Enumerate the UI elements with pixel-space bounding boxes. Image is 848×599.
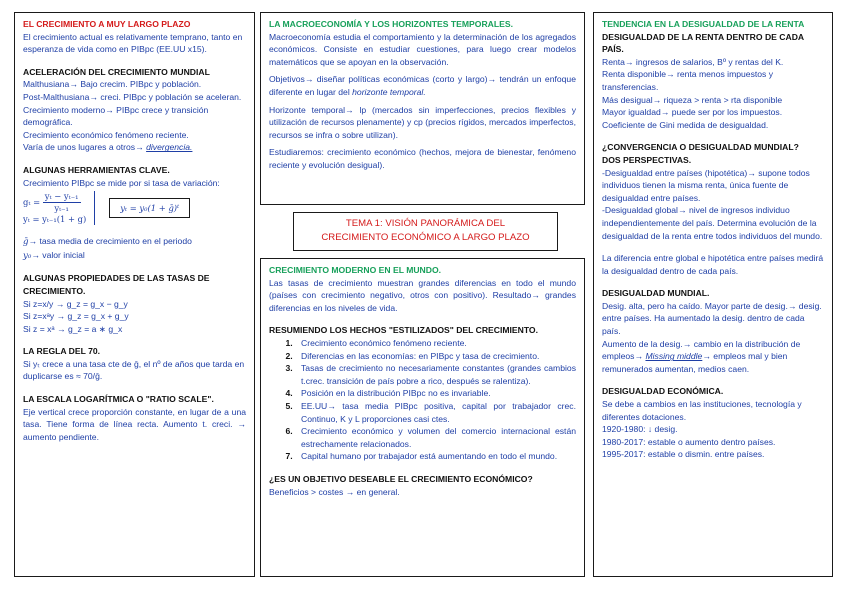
macro-paragraph-2 bbox=[269, 73, 576, 98]
within-line-1: Renta→ ingresos de salarios, Bº y rentas del K. bbox=[602, 56, 784, 67]
list-item: 7. Capital humano por trabajador está aumentando en todo el mundo. bbox=[295, 450, 576, 463]
gbar-definition bbox=[23, 235, 246, 249]
desirable-growth-text: Beneficios > costes → en general. bbox=[269, 486, 400, 497]
growth-formulas bbox=[23, 191, 246, 225]
missing-middle-term: Missing middle bbox=[645, 351, 703, 362]
section-title-macro-horizons: LA MACROECONOMÍA Y LOS HORIZONTES TEMPORALES. bbox=[269, 19, 513, 29]
section-title-stylized-facts: RESUMIENDO LOS HECHOS "ESTILIZADOS" DEL CRECIMIENTO. bbox=[269, 325, 539, 336]
property-line-3: Si z = xᵃ → g_z = a ∗ g_x bbox=[23, 323, 123, 334]
y0-symbol: y₀ bbox=[23, 250, 32, 261]
list-item: 6. Crecimiento económico y volumen del comercio internacional están estrechamente relacionados. bbox=[295, 425, 576, 450]
topic-title-line-2: CRECIMIENTO ECONÓMICO A LARGO PLAZO bbox=[321, 232, 530, 243]
macro-paragraph-2-text: Objetivos→ diseñar políticas económicas (corto y largo)→ tendrán un enfoque diferente en lugar del bbox=[269, 74, 576, 97]
section-title-world-inequality: DESIGUALDAD MUNDIAL. bbox=[602, 288, 710, 299]
acceleration-line-5 bbox=[23, 141, 246, 154]
growth-rate-numerator: yₜ − yₜ₋₁ bbox=[44, 191, 79, 202]
growth-rate-formula-group bbox=[23, 191, 95, 225]
section-title-long-term-growth: EL CRECIMIENTO A MUY LARGO PLAZO bbox=[23, 19, 191, 29]
world-inequality-line-2-text: Aumento de la desig.→ cambio en la distribución de empleos→ bbox=[602, 338, 801, 362]
y0-text: → valor inicial bbox=[31, 249, 85, 260]
growth-rate-fraction bbox=[43, 191, 81, 214]
acceleration-line-3: Crecimiento moderno→ PIBpc crece y transición demográfica. bbox=[23, 104, 209, 128]
section-title-two-perspectives: DOS PERSPECTIVAS. bbox=[602, 154, 692, 165]
section-text-long-term-growth: El crecimiento actual es relativamente temprano, tanto en esperanza de vida como en PIBpc (EE.UU x15). bbox=[23, 31, 243, 55]
growth-rate-denominator: yₜ₋₁ bbox=[54, 203, 69, 214]
within-line-2: Renta disponible→ renta menos impuestos y transferencias. bbox=[602, 69, 774, 92]
gbar-text: → tasa media de crecimiento en el periodo bbox=[28, 236, 192, 247]
list-item: 2. Diferencias en las economías: en PIBpc y tasa de crecimiento. bbox=[295, 350, 576, 363]
stylized-facts-list bbox=[269, 337, 576, 463]
compound-growth-formula: yₜ = y₀(1 + ḡ)ᵗ bbox=[109, 198, 190, 219]
macro-paragraph-4: Estudiaremos: crecimiento económico (hechos, mejora de bienestar, fenómeno reciente y evolución desigual). bbox=[269, 147, 576, 170]
section-title-growth-properties: ALGUNAS PROPIEDADES DE LAS TASAS DE CRECIMIENTO. bbox=[23, 273, 210, 296]
macro-paragraph-3: Horizonte temporal→ lp (mercados sin imperfecciones, precios flexibles y utilización de recursos plenamente) y cp (precios rígidos, mercados imperfectos, recursos se infra o sobre utilizan). bbox=[269, 104, 576, 140]
list-item: 5. EE.UU→ tasa media PIBpc positiva, capital por trabajador crec. Continuo, K y L proporciones casi ctes. bbox=[295, 400, 576, 425]
acceleration-line-2: Post-Malthusiana→ creci. PIBpc y población se aceleran. bbox=[23, 91, 242, 102]
section-title-acceleration: ACELERACIÓN DEL CRECIMIENTO MUNDIAL bbox=[23, 66, 210, 77]
section-title-log-scale: LA ESCALA LOGARÍTMICA O "RATIO SCALE". bbox=[23, 394, 214, 405]
acceleration-line-5-text: Varía de unos lugares a otros→ bbox=[23, 142, 147, 153]
within-line-5: Coeficiente de Gini medida de desigualdad. bbox=[602, 119, 769, 130]
world-inequality-line-1: Desig. alta, pero ha caído. Mayor parte de desig.→ desig. entre países. Ha aumentado la desig. dentro de cada país. bbox=[602, 300, 822, 337]
world-inequality-line-2-tail: → empleos mal y bien remunerados aumentan, medios caen. bbox=[602, 351, 788, 374]
acceleration-line-1: Malthusiana→ Bajo crecim. PIBpc y población. bbox=[23, 79, 202, 90]
gbar-symbol: ḡ bbox=[23, 237, 29, 248]
modern-growth-panel bbox=[260, 258, 585, 577]
column-1-panel bbox=[14, 12, 255, 577]
section-title-rule-of-70: LA REGLA DEL 70. bbox=[23, 346, 101, 357]
property-line-1: Si z=x/y → g_z = g_x − g_y bbox=[23, 298, 128, 309]
macro-paragraph-1: Macroeconomía estudia el comportamiento y la determinación de los agregados económicos. Consiste en estudiar cuestiones, para luego crear modelos matemáticos que se apoyan en la observación. bbox=[269, 31, 576, 67]
log-scale-text: Eje vertical crece proporción constante, en lugar de a una tasa. Tiene forma de línea recta. Aumento t. creci. → aumento pendiente. bbox=[23, 406, 246, 442]
horizonte-temporal-term: horizonte temporal. bbox=[352, 86, 426, 97]
global-vs-hypothetical: La diferencia entre global e hipotética entre países medirá la desigualdad dentro de cada país. bbox=[602, 253, 824, 276]
y0-definition bbox=[23, 249, 246, 263]
list-item: 4. Posición en la distribución PIBpc no es invariable. bbox=[295, 387, 576, 400]
economic-inequality-line-4: 1995-2017: estable o dismin. entre países. bbox=[602, 449, 765, 460]
key-tools-text: Crecimiento PIBpc se mide por si tasa de variación: bbox=[23, 177, 220, 188]
rule-of-70-text: Si yₜ crece a una tasa cte de ḡ, el nº de años que tarda en duplicarse es ≈ 70/ḡ. bbox=[23, 358, 245, 382]
economic-inequality-line-2: 1920-1980: ↓ desig. bbox=[602, 424, 678, 435]
modern-growth-paragraph: Las tasas de crecimiento muestran grandes diferencias en todo el mundo (países con crecimiento negativo, otros con positivo). Resultado→ grandes diferencias en los niveles de vida. bbox=[269, 277, 576, 313]
section-title-inequality-trend: TENDENCIA EN LA DESIGUALDAD DE LA RENTA bbox=[602, 19, 805, 29]
list-item: 1. Crecimiento económico fenómeno reciente. bbox=[295, 337, 576, 350]
world-inequality-line-2 bbox=[602, 338, 824, 376]
growth-rate-formula bbox=[23, 191, 86, 214]
economic-inequality-line-1: Se debe a cambios en las instituciones, tecnología y diferentes dotaciones. bbox=[602, 399, 802, 422]
level-formula: yₜ = yₜ₋₁(1 + g) bbox=[23, 214, 87, 225]
inequality-panel bbox=[593, 12, 833, 577]
topic-title-line-1: TEMA 1: VISIÓN PANORÁMICA DEL bbox=[345, 218, 506, 229]
section-title-economic-inequality: DESIGUALDAD ECONÓMICA. bbox=[602, 386, 724, 397]
acceleration-line-4: Crecimiento económico fenómeno reciente. bbox=[23, 129, 189, 140]
property-line-2: Si z=xᵃy → g_z = g_x + g_y bbox=[23, 311, 129, 322]
within-line-4: Mayor igualdad→ puede ser por los impuestos. bbox=[602, 107, 783, 118]
perspective-line-2: -Desigualdad global→ nivel de ingresos individuo independientemente del país. Determina evolución de la desigualdad de la renta entre todos individuos del mundo. bbox=[602, 205, 823, 241]
section-title-modern-growth: CRECIMIENTO MODERNO EN EL MUNDO. bbox=[269, 265, 442, 275]
list-item: 3. Tasas de crecimiento no necesariamente constantes (grandes cambios t.crec. transición de país pobre a rico, después se ralentiza). bbox=[295, 362, 576, 387]
perspective-line-1: -Desigualdad entre países (hipotética)→ supone todos individuos tienen la misma renta, única fuente de desigualdad entre países. bbox=[602, 167, 810, 203]
section-title-key-tools: ALGUNAS HERRAMIENTAS CLAVE. bbox=[23, 164, 170, 175]
section-title-desirable-growth: ¿ES UN OBJETIVO DESEABLE EL CRECIMIENTO ECONÓMICO? bbox=[269, 473, 533, 484]
growth-rate-lhs: gₜ = bbox=[23, 197, 43, 208]
within-line-3: Más desigual→ riqueza > renta > rta disponible bbox=[602, 94, 783, 105]
economic-inequality-line-3: 1980-2017: estable o aumento dentro países. bbox=[602, 436, 776, 447]
section-title-convergence: ¿CONVERGENCIA O DESIGUALDAD MUNDIAL? bbox=[602, 142, 799, 153]
macro-horizons-panel bbox=[260, 12, 585, 205]
section-title-within-country: DESIGUALDAD DE LA RENTA DENTRO DE CADA PAÍS. bbox=[602, 31, 804, 55]
divergencia-term: divergencia. bbox=[146, 142, 193, 153]
topic-title-box bbox=[293, 212, 558, 251]
